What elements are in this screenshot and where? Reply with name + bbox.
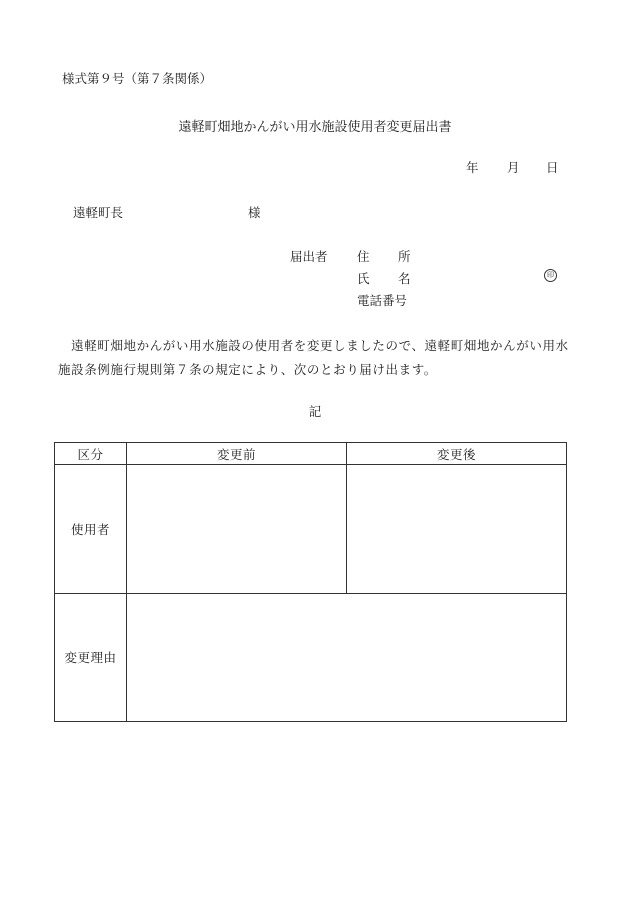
table-row-reason	[55, 593, 567, 721]
phone-label: 電話番号	[357, 293, 408, 308]
table-header-row	[55, 443, 567, 465]
date-year-label: 年	[466, 160, 479, 175]
document-title: 遠軽町畑地かんがい用水施設使用者変更届出書	[178, 120, 452, 135]
user-after-cell[interactable]	[347, 465, 567, 593]
header-category: 区分	[55, 443, 127, 465]
body-paragraph	[58, 334, 578, 382]
table-row-user	[55, 465, 567, 593]
row-user-label: 使用者	[55, 465, 127, 593]
header-after: 変更後	[347, 443, 567, 465]
date-day-label: 日	[546, 160, 559, 175]
user-before-cell[interactable]	[127, 465, 347, 593]
address-label-part2: 所	[398, 249, 411, 264]
form-number: 様式第９号（第７条関係）	[62, 71, 213, 86]
name-label-part1: 氏	[357, 271, 370, 286]
name-label-part2: 名	[398, 271, 411, 286]
seal-mark-icon: 印	[544, 269, 557, 282]
reason-cell[interactable]	[127, 593, 567, 721]
row-reason-label: 変更理由	[55, 593, 127, 721]
change-table	[54, 442, 567, 722]
ki-heading: 記	[308, 404, 322, 419]
date-month-label: 月	[507, 160, 520, 175]
body-text: 遠軽町畑地かんがい用水施設の使用者を変更しましたので、遠軽町畑地かんがい用水施設条例施行規則第７条の規定により、次のとおり届け出ます。	[58, 338, 569, 377]
applicant-label: 届出者	[290, 249, 328, 264]
addressee-name: 遠軽町長	[73, 205, 124, 220]
addressee-honorific: 様	[248, 205, 261, 220]
header-before: 変更前	[127, 443, 347, 465]
address-label-part1: 住	[357, 249, 370, 264]
